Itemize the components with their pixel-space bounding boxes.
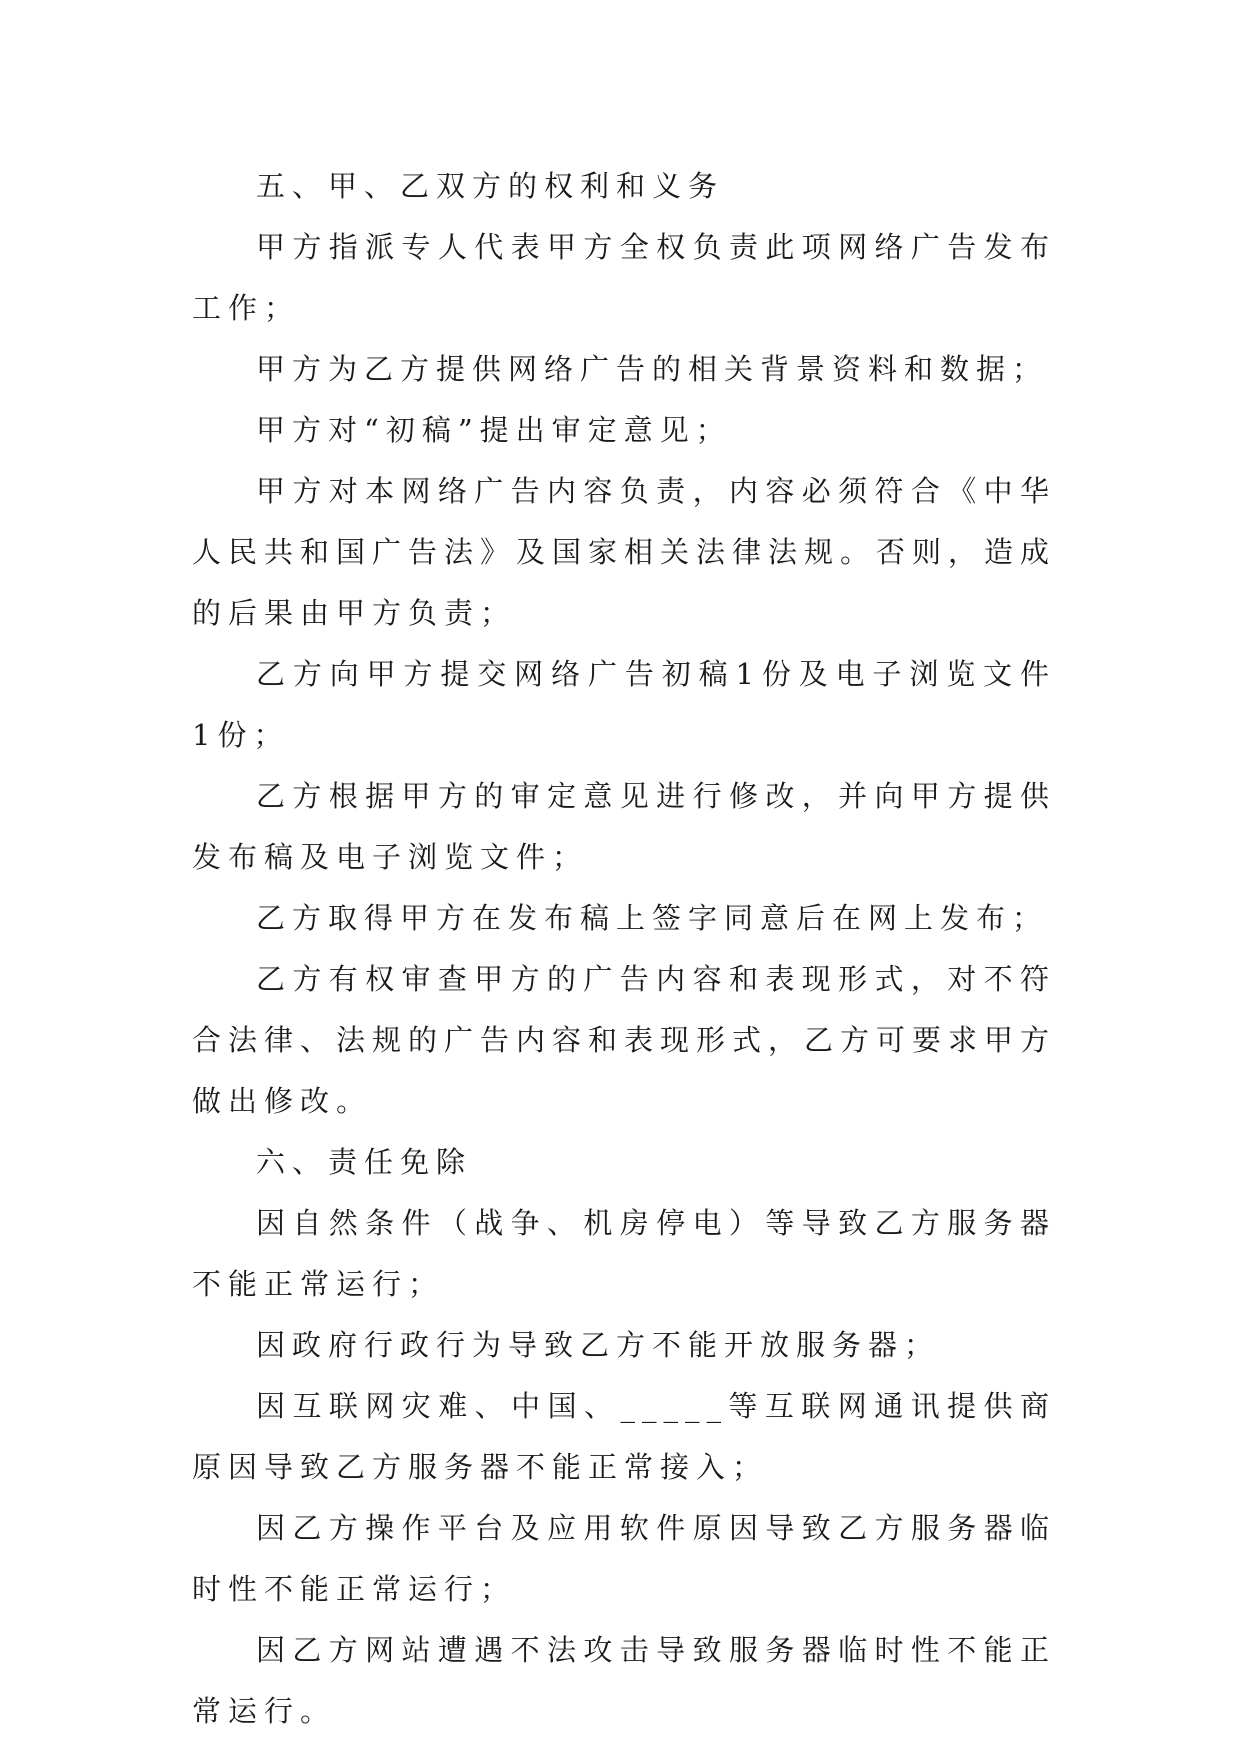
section-heading-rights-obligations: 五、甲、乙双方的权利和义务 — [256, 169, 725, 203]
paragraph: 因乙方操作平台及应用软件原因导致乙方服务器临时性不能正常运行； — [192, 1511, 1056, 1606]
paragraph: 甲方为乙方提供网络广告的相关背景资料和数据； — [256, 352, 1049, 386]
paragraph: 因乙方网站遭遇不法攻击导致服务器临时性不能正常运行。 — [192, 1633, 1056, 1728]
paragraph: 乙方向甲方提交网络广告初稿1份及电子浏览文件1份； — [192, 657, 1056, 752]
paragraph: 因自然条件（战争、机房停电）等导致乙方服务器不能正常运行； — [192, 1206, 1056, 1301]
document-body — [192, 156, 1056, 1742]
section-heading-liability-exemption: 六、责任免除 — [256, 1145, 473, 1179]
paragraph: 因政府行政行为导致乙方不能开放服务器； — [256, 1328, 941, 1362]
paragraph: 甲方指派专人代表甲方全权负责此项网络广告发布工作； — [192, 230, 1056, 325]
paragraph: 甲方对“初稿”提出审定意见； — [256, 413, 732, 447]
paragraph: 乙方有权审查甲方的广告内容和表现形式，对不符合法律、法规的广告内容和表现形式，乙方可要求甲方做出修改。 — [192, 962, 1057, 1118]
paragraph: 因互联网灾难、中国、_____等互联网通讯提供商原因导致乙方服务器不能正常接入； — [192, 1389, 1056, 1484]
paragraph: 甲方对本网络广告内容负责，内容必须符合《中华人民共和国广告法》及国家相关法律法规。否则，造成的后果由甲方负责； — [192, 474, 1057, 630]
paragraph: 乙方根据甲方的审定意见进行修改，并向甲方提供发布稿及电子浏览文件； — [192, 779, 1056, 874]
paragraph: 乙方取得甲方在发布稿上签字同意后在网上发布； — [256, 901, 1049, 935]
